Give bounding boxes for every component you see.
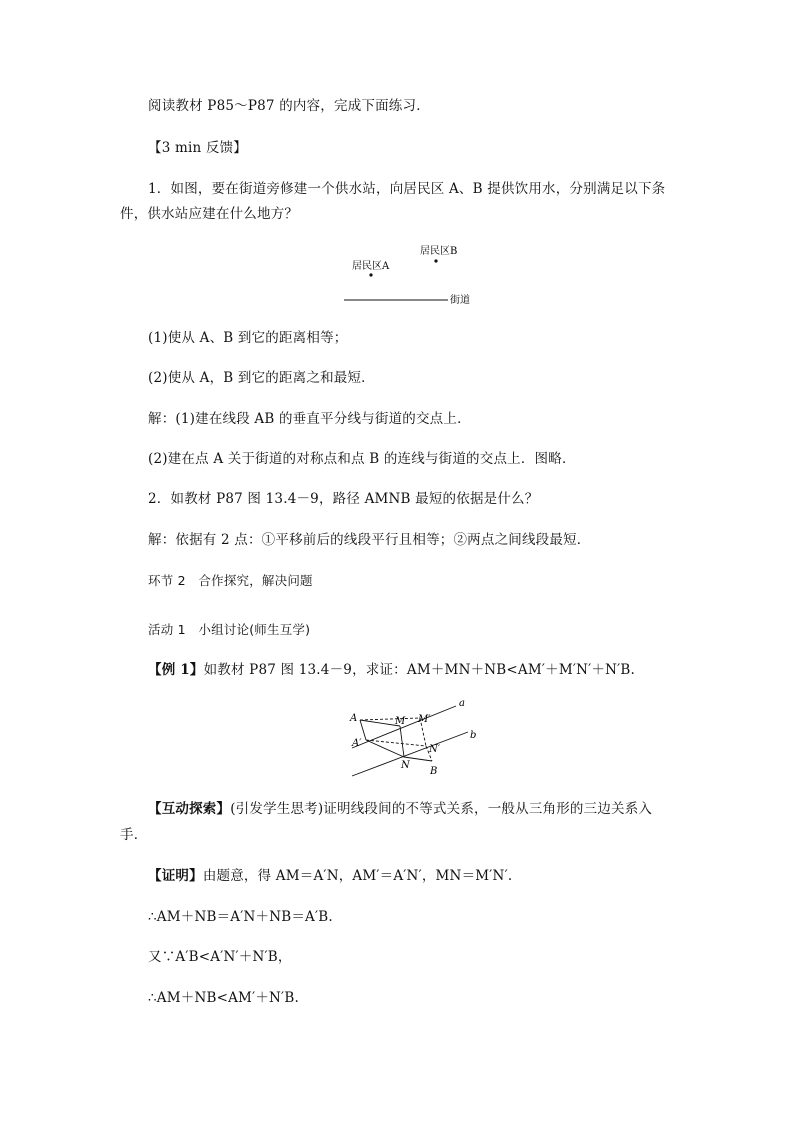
question-1-part-2: (2)使从 A，B 到它的距离之和最短． xyxy=(148,370,375,386)
figure-label-residential-a: 居民区A xyxy=(352,261,390,272)
question-1-line-2: 件，供水站应建在什么地方？ xyxy=(120,206,299,222)
translation-figure xyxy=(344,696,484,780)
solution-2: 解：依据有 2 点：①平移前后的线段平行且相等；②两点之间线段最短． xyxy=(148,532,591,548)
label-point-n-prime: N′ xyxy=(429,744,441,755)
question-1-part-1: (1)使从 A、B 到它的距离相等； xyxy=(148,330,348,346)
question-1-line-1: 1．如图，要在街道旁修建一个供水站，向居民区 A、B 提供饮用水，分别满足以下条 xyxy=(148,181,666,197)
point-a xyxy=(369,273,372,276)
line-a xyxy=(352,706,456,748)
label-point-m: M xyxy=(395,716,406,727)
section-2-heading: 环节 2 合作探究，解决问题 xyxy=(148,573,313,588)
label-point-b: B xyxy=(430,766,438,777)
segment-a-prime-n xyxy=(366,740,404,757)
segment-m-n xyxy=(400,726,404,757)
interactive-explore-line-2: 手． xyxy=(120,827,148,843)
proof-line-3: 又∵A′B<A′N′＋N′B， xyxy=(148,949,292,965)
question-2: 2．如教材 P87 图 13.4－9，路径 AMNB 最短的依据是什么？ xyxy=(148,491,539,507)
solution-1-line-1: 解：(1)建在线段 AB 的垂直平分线与街道的交点上． xyxy=(148,411,471,427)
solution-1-line-2: (2)建在点 A 关于街道的对称点和点 B 的连线与街道的交点上．图略． xyxy=(148,451,576,467)
segment-a-a-prime xyxy=(360,720,366,740)
segment-a-m xyxy=(360,720,400,726)
figure-label-residential-b: 居民区B xyxy=(420,246,458,257)
feedback-heading: 【3 min 反馈】 xyxy=(148,140,247,156)
example-1-label: 【例 1】 xyxy=(148,662,204,678)
label-line-a: a xyxy=(459,698,465,709)
proof-label: 【证明】 xyxy=(148,868,203,884)
example-1-text: 如教材 P87 图 13.4－9，求证：AM＋MN＋NB<AM′＋M′N′＋N′B. xyxy=(203,662,636,678)
label-point-a-prime: A′ xyxy=(352,738,362,749)
explore-text: (引发学生思考)证明线段间的不等式关系，一般从三角形的三边关系入 xyxy=(230,801,653,817)
label-point-a: A xyxy=(350,713,358,724)
explore-label: 【互动探索】 xyxy=(148,801,231,817)
interactive-explore-line-1 xyxy=(148,800,652,818)
point-b xyxy=(434,259,437,262)
label-point-m-prime: M′ xyxy=(418,714,431,725)
label-line-b: b xyxy=(470,730,477,741)
figure-label-street: 街道 xyxy=(450,295,470,306)
line-b xyxy=(352,732,468,776)
street-figure xyxy=(340,238,480,310)
proof-line-4: ∴AM＋NB<AM′＋N′B. xyxy=(148,990,299,1006)
proof-text: 由题意，得 AM＝A′N，AM′＝A′N′，MN＝M′N′. xyxy=(202,868,513,884)
label-point-n: N xyxy=(401,760,410,771)
activity-1-heading: 活动 1 小组讨论(师生互学) xyxy=(148,622,311,637)
proof-line-2: ∴AM＋NB＝A′N＋NB＝A′B. xyxy=(148,909,333,925)
proof-line-1 xyxy=(148,867,512,885)
segment-a-m-prime xyxy=(360,718,420,720)
segment-a-prime-n-prime xyxy=(366,740,426,746)
intro-text: 阅读教材 P85～P87 的内容，完成下面练习． xyxy=(148,98,430,114)
example-1 xyxy=(148,661,635,679)
